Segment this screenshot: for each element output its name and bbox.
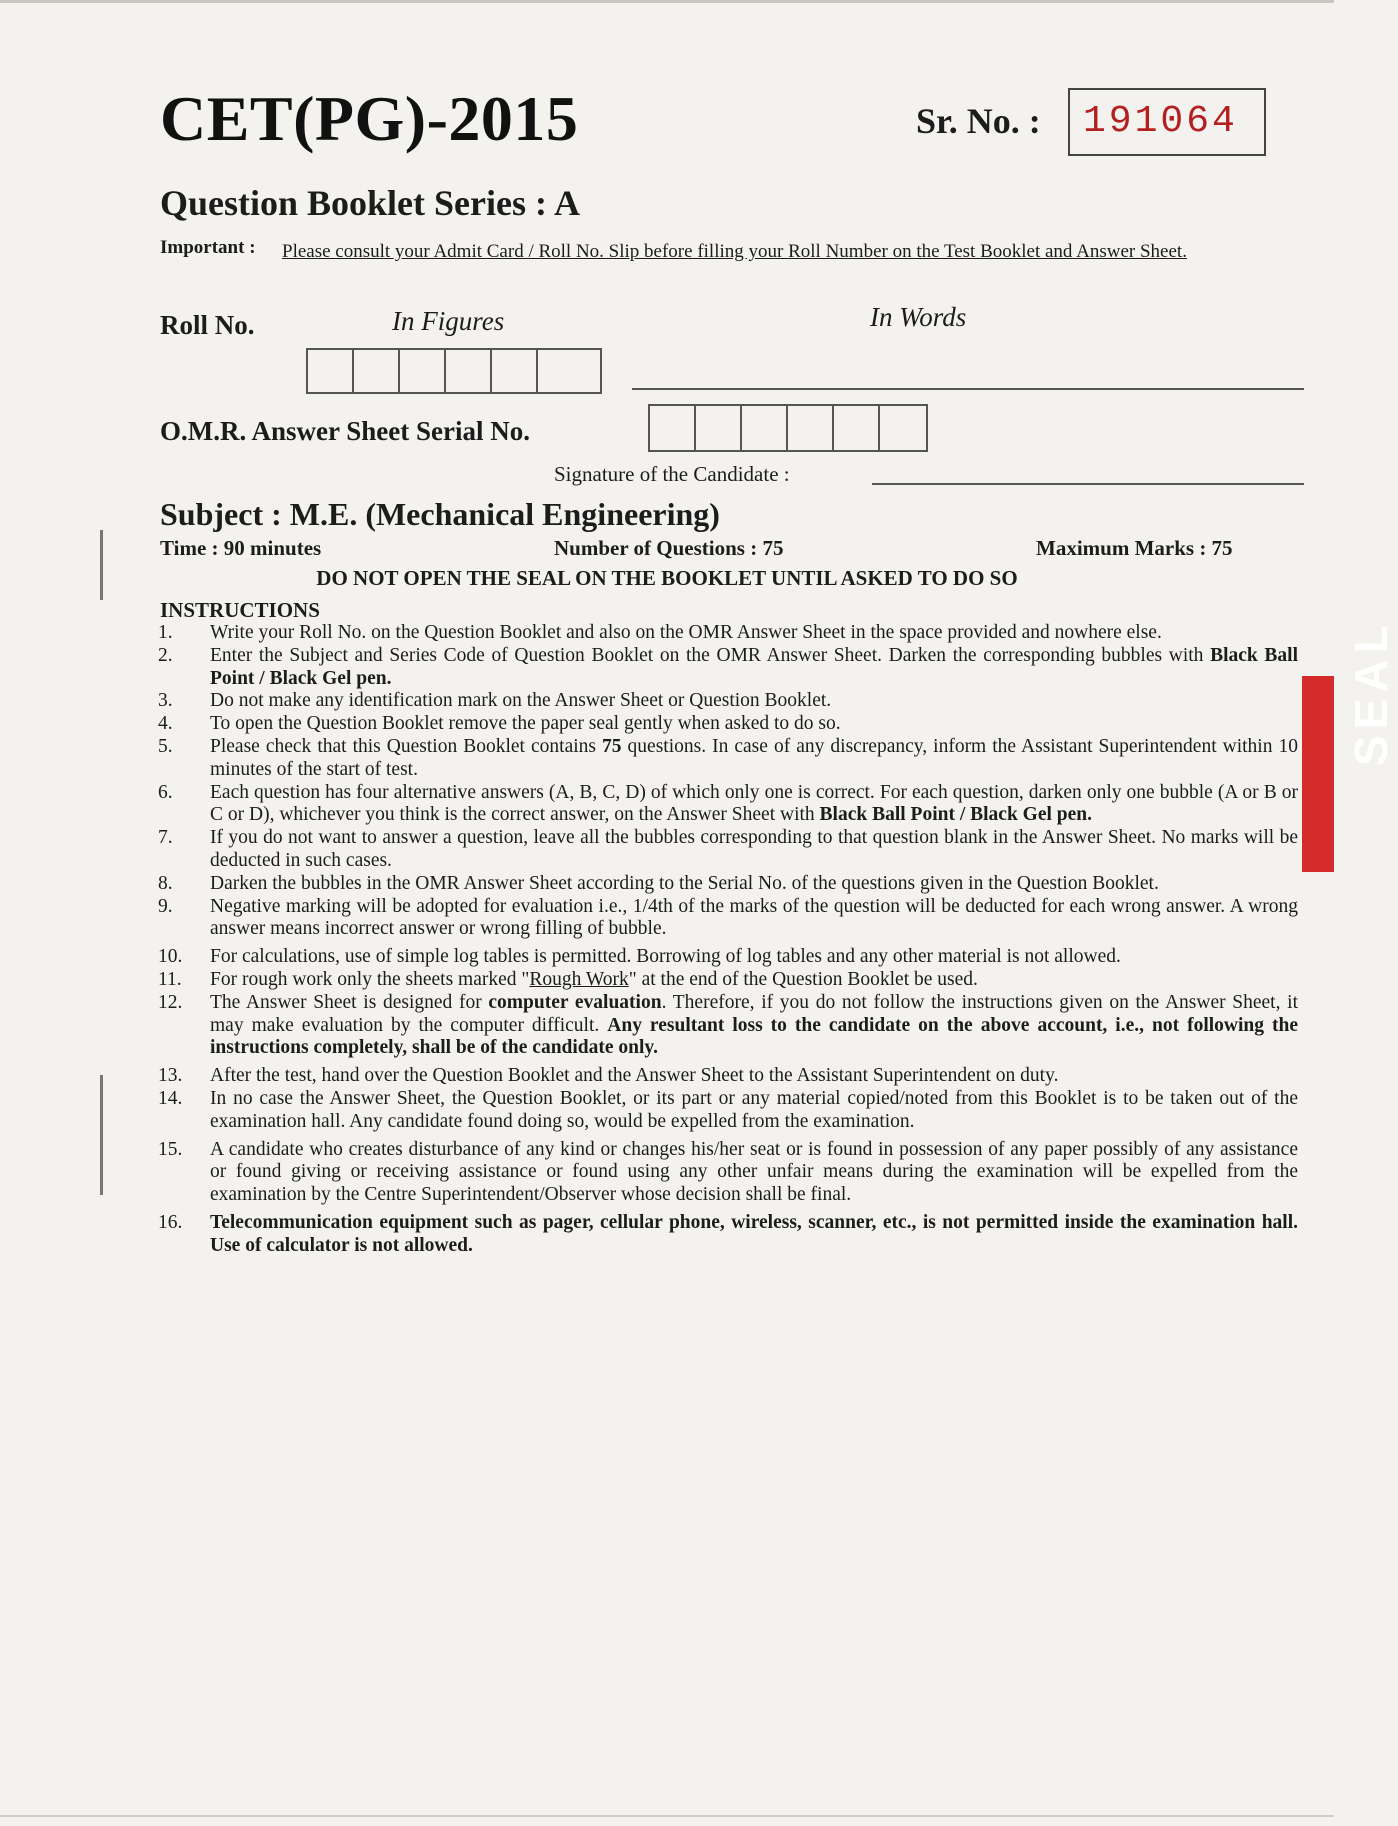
instruction-item	[152, 896, 1298, 942]
important-label: Important :	[160, 237, 256, 258]
instructions-heading: INSTRUCTIONS	[160, 598, 320, 622]
instruction-text: For rough work only the sheets marked "Rough Work" at the end of the Question Booklet be used.	[210, 968, 978, 990]
subject-title: Subject : M.E. (Mechanical Engineering)	[160, 496, 720, 532]
roll-digit-box[interactable]	[308, 350, 354, 392]
instruction-item	[152, 782, 1298, 828]
important-note: Please consult your Admit Card / Roll No. Slip before filling your Roll Number on the Test Booklet and Answer Sheet.	[282, 241, 1187, 262]
roll-digit-box[interactable]	[492, 350, 538, 392]
instruction-item	[152, 969, 1298, 992]
instruction-number: 14.	[158, 1087, 183, 1109]
instruction-number: 10.	[158, 946, 183, 968]
omr-serial-boxes[interactable]	[648, 404, 928, 452]
roll-digit-box[interactable]	[400, 350, 446, 392]
instruction-text: The Answer Sheet is designed for computer evaluation. Therefore, if you do not follow the instructions given on the Answer Sheet, it may make evaluation by the computer difficult. Any resultant loss to the candidate on the above account, i.e., not following the instructions completely, shall be of the candidate only.	[210, 991, 1298, 1059]
instruction-item	[152, 873, 1298, 896]
roll-number-label: Roll No.	[160, 310, 255, 340]
instruction-text: Darken the bubbles in the OMR Answer Sheet according to the Serial No. of the questions given in the Question Booklet.	[210, 872, 1159, 894]
page-top-edge	[0, 0, 1334, 3]
instruction-item	[152, 736, 1298, 782]
roll-in-words-line[interactable]	[632, 388, 1304, 390]
instruction-number: 1.	[158, 622, 173, 643]
instruction-item	[152, 713, 1298, 736]
instruction-number: 4.	[158, 713, 173, 735]
roll-digit-box[interactable]	[354, 350, 400, 392]
instruction-item	[152, 645, 1298, 691]
maximum-marks: Maximum Marks : 75	[1036, 536, 1233, 560]
binding-staple	[100, 1075, 103, 1195]
roll-in-figures-label: In Figures	[392, 306, 505, 336]
omr-digit-box[interactable]	[788, 406, 834, 450]
instruction-number: 12.	[158, 991, 183, 1013]
instruction-item	[152, 690, 1298, 713]
instruction-item	[152, 1212, 1298, 1258]
roll-number-boxes[interactable]	[306, 348, 602, 394]
instruction-text: If you do not want to answer a question, leave all the bubbles corresponding to that question blank in the Answer Sheet. No marks will be deducted in such cases.	[210, 827, 1298, 871]
seal-warning: DO NOT OPEN THE SEAL ON THE BOOKLET UNTIL ASKED TO DO SO	[316, 566, 1018, 590]
booklet-series: Question Booklet Series : A	[160, 183, 580, 223]
instruction-item	[152, 992, 1298, 1060]
instruction-number: 6.	[158, 781, 173, 803]
instruction-text: A candidate who creates disturbance of any kind or changes his/her seat or is found in possession of any paper possibly of any assistance or found giving or receiving assistance or found using any other unfair means during the examination will be expelled from the examination by the Centre Superintendent/Observer whose decision shall be final.	[210, 1138, 1298, 1206]
instruction-item	[152, 622, 1298, 645]
instruction-text: Do not make any identification mark on the Answer Sheet or Question Booklet.	[210, 690, 832, 712]
omr-digit-box[interactable]	[650, 406, 696, 450]
instruction-text: Write your Roll No. on the Question Booklet and also on the OMR Answer Sheet in the space provided and nowhere else.	[210, 622, 1162, 643]
omr-digit-box[interactable]	[834, 406, 880, 450]
instruction-number: 8.	[158, 872, 173, 894]
serial-number-label: Sr. No. :	[916, 101, 1041, 141]
instruction-number: 16.	[158, 1211, 183, 1233]
roll-in-words-label: In Words	[870, 302, 967, 332]
signature-label: Signature of the Candidate :	[554, 462, 790, 486]
instruction-text: Please check that this Question Booklet contains 75 questions. In case of any discrepancy, inform the Assistant Superintendent within 10 minutes of the start of test.	[210, 735, 1298, 780]
instruction-text: After the test, hand over the Question Booklet and the Answer Sheet to the Assistant Superintendent on duty.	[210, 1065, 1059, 1087]
seal-sticker[interactable]	[1302, 619, 1397, 872]
instruction-number: 7.	[158, 827, 173, 849]
instruction-text: To open the Question Booklet remove the paper seal gently when asked to do so.	[210, 713, 841, 735]
omr-serial-label: O.M.R. Answer Sheet Serial No.	[160, 416, 530, 446]
seal-label: SEAL	[1345, 619, 1397, 766]
binding-staple	[100, 530, 103, 600]
omr-digit-box[interactable]	[742, 406, 788, 450]
instruction-number: 13.	[158, 1065, 183, 1087]
instruction-item	[152, 827, 1298, 873]
omr-digit-box[interactable]	[880, 406, 924, 450]
number-of-questions: Number of Questions : 75	[554, 536, 784, 560]
exam-title: CET(PG)-2015	[160, 83, 579, 154]
instruction-number: 11.	[158, 968, 182, 990]
instruction-text: For calculations, use of simple log tables is permitted. Borrowing of log tables and any other material is not allowed.	[210, 946, 1121, 968]
instruction-text: Negative marking will be adopted for evaluation i.e., 1/4th of the marks of the question will be deducted for each wrong answer. A wrong answer means incorrect answer or wrong filling of bubble.	[210, 895, 1298, 940]
instructions-list	[152, 622, 1298, 1258]
instruction-text: Telecommunication equipment such as pager, cellular phone, wireless, scanner, etc., is not permitted inside the examination hall. Use of calculator is not allowed.	[210, 1211, 1298, 1256]
instruction-number: 5.	[158, 735, 173, 757]
instruction-text: Each question has four alternative answers (A, B, C, D) of which only one is correct. For each question, darken only one bubble (A or B or C or D), whichever you think is the correct answer, on the Answer Sheet with Black Ball Point / Black Gel pen.	[210, 781, 1298, 826]
signature-line[interactable]	[872, 483, 1304, 485]
serial-number-value: 191064	[1083, 100, 1238, 143]
instruction-item	[152, 1139, 1298, 1207]
page-bottom-edge	[0, 1815, 1334, 1817]
instruction-item	[152, 1065, 1298, 1088]
instruction-item	[152, 1088, 1298, 1134]
instruction-number: 2.	[158, 644, 173, 666]
instruction-number: 3.	[158, 690, 173, 712]
roll-digit-box[interactable]	[538, 350, 582, 392]
instruction-item	[152, 946, 1298, 969]
omr-digit-box[interactable]	[696, 406, 742, 450]
exam-time: Time : 90 minutes	[160, 536, 322, 560]
instruction-number: 15.	[158, 1138, 183, 1160]
instruction-text: Enter the Subject and Series Code of Question Booklet on the OMR Answer Sheet. Darken the corresponding bubbles with Black Ball Point / Black Gel pen.	[210, 644, 1298, 689]
instruction-text: In no case the Answer Sheet, the Question Booklet, or its part or any material copied/noted from this Booklet is to be taken out of the examination hall. Any candidate found doing so, would be expelled from the examination.	[210, 1087, 1298, 1132]
instruction-number: 9.	[158, 895, 173, 917]
roll-digit-box[interactable]	[446, 350, 492, 392]
